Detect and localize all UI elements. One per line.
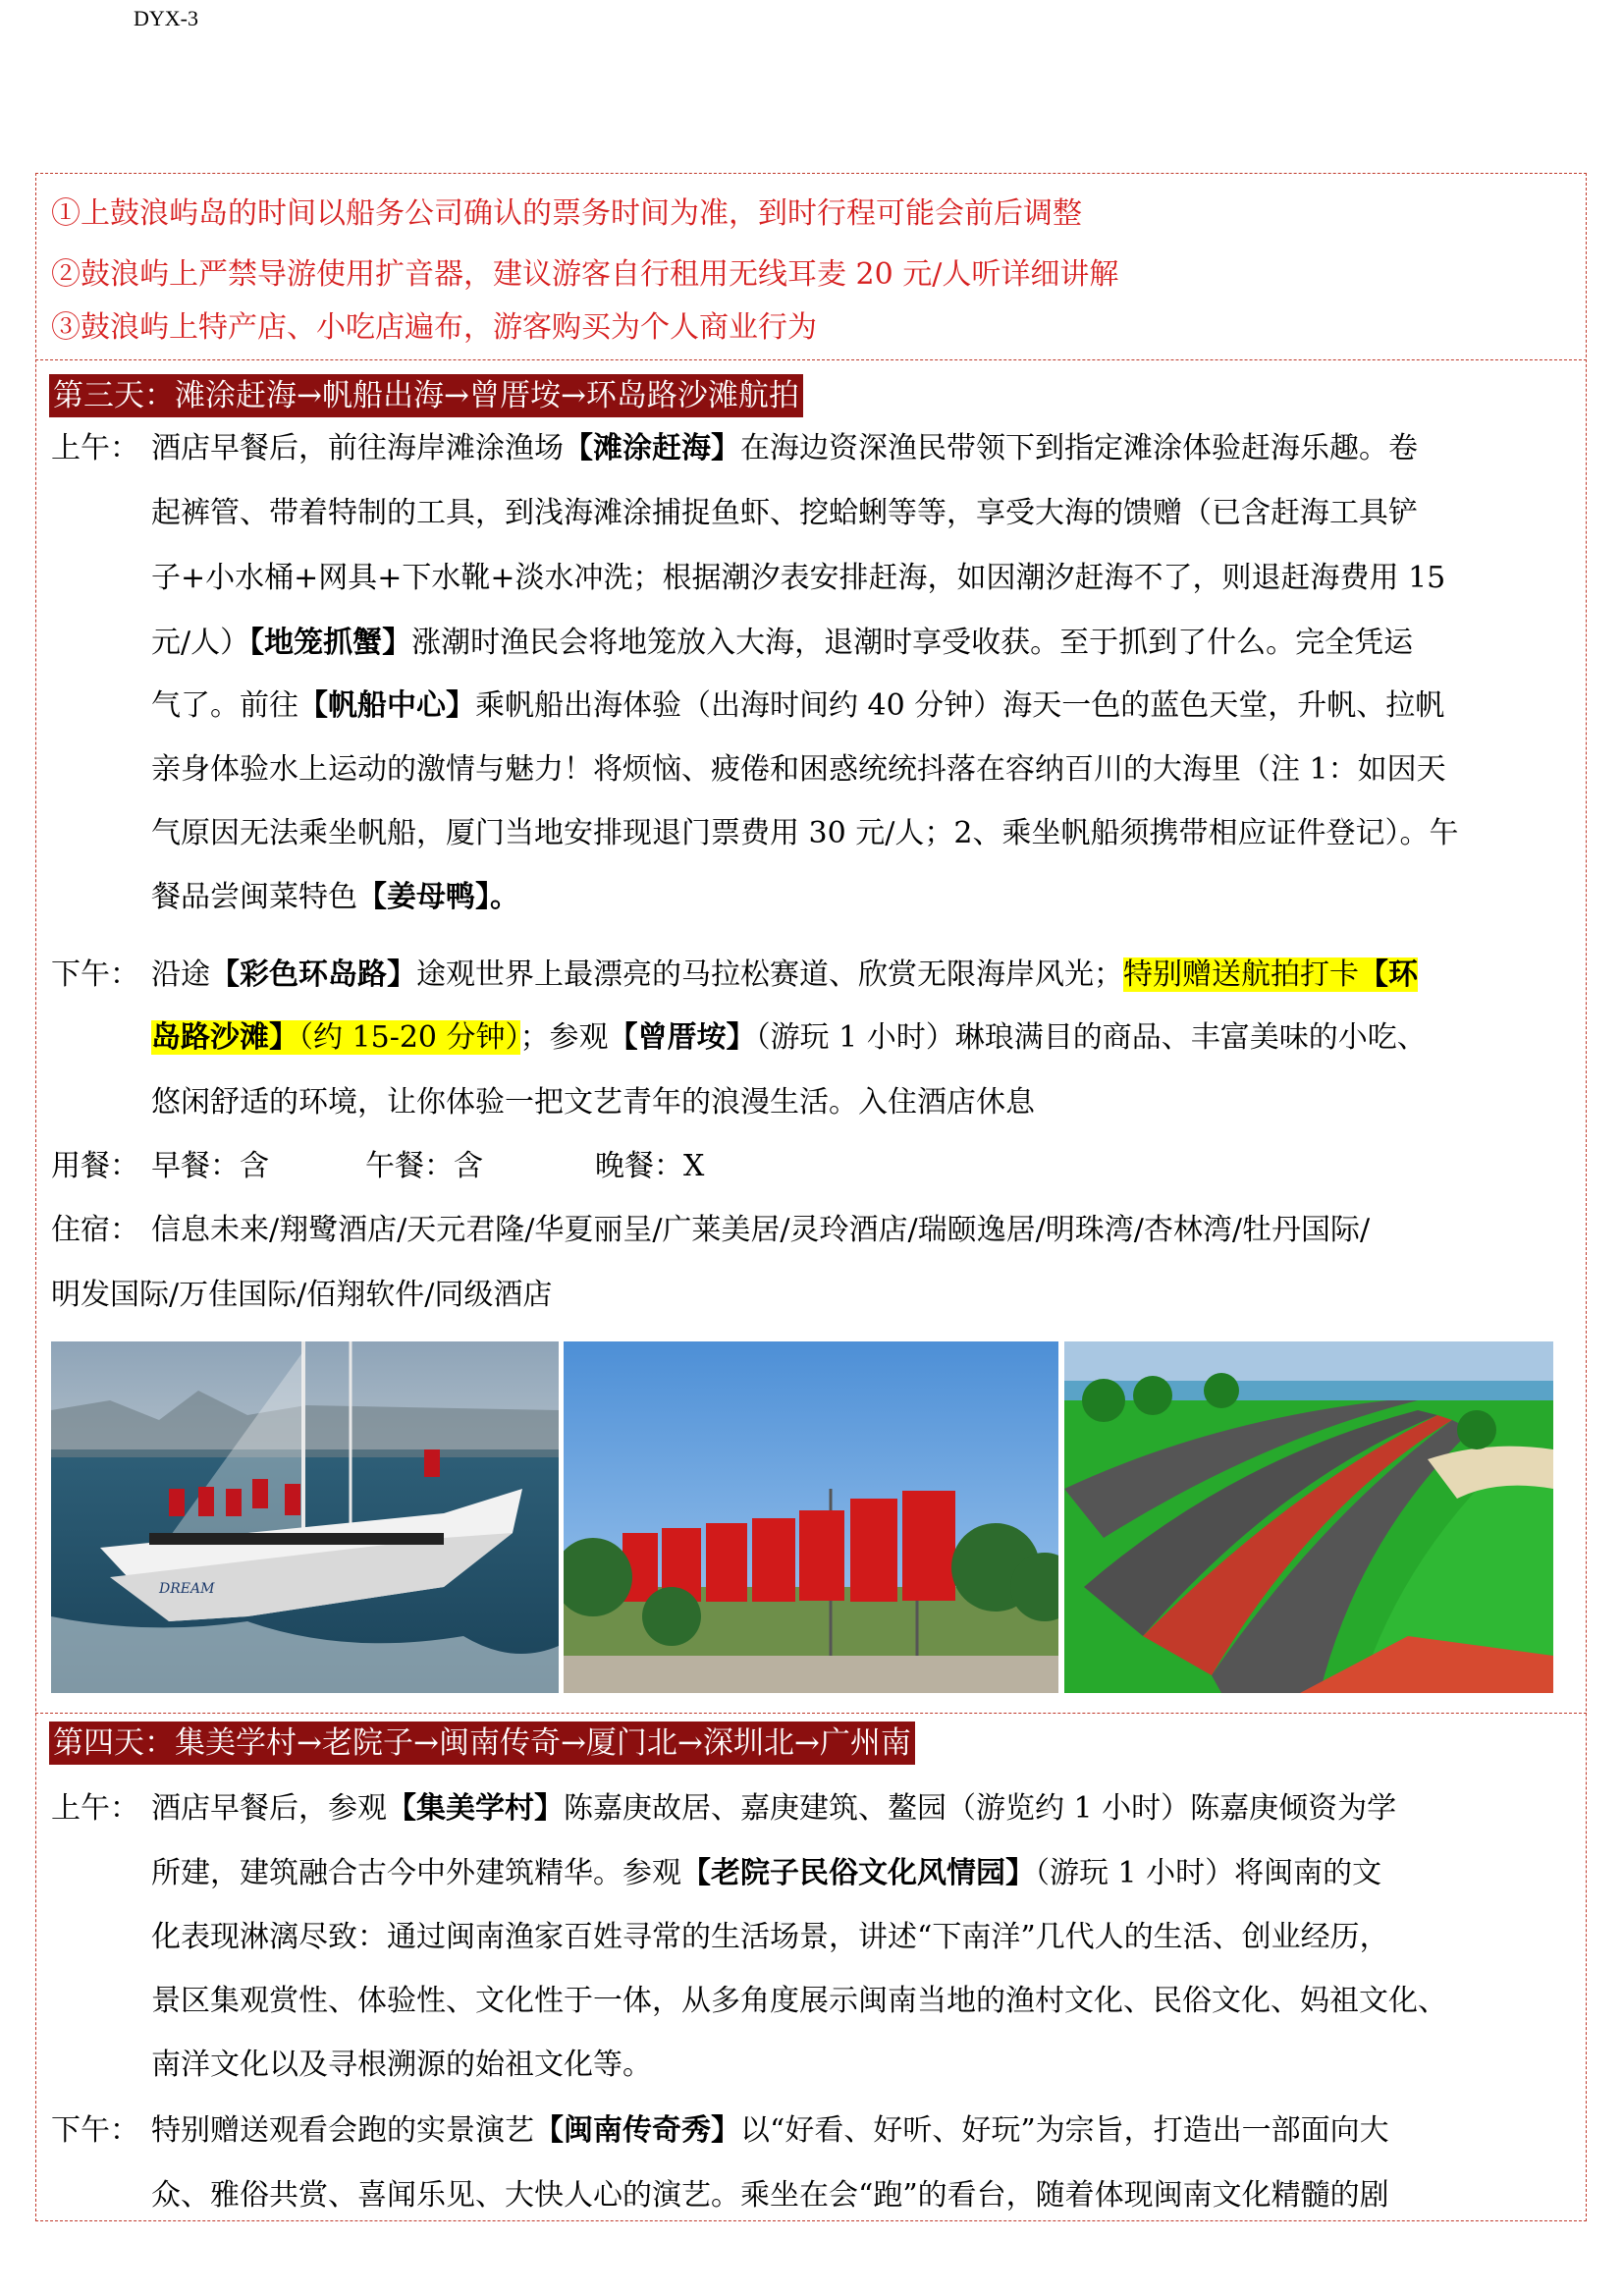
day3-pm-line-1: 沿途【彩色环岛路】途观世界上最漂亮的马拉松赛道、欣赏无限海岸风光；特别赠送航拍打卡【环 xyxy=(151,957,1418,992)
divider xyxy=(35,1713,1587,1714)
hotel-list-line-2: 明发国际/万佳国际/佰翔软件/同级酒店 xyxy=(51,1278,553,1312)
day4-pm-label: 下午： xyxy=(51,2113,139,2148)
day4-am-label: 上午： xyxy=(51,1791,139,1826)
day3-am-line-5: 气了。前往【帆船中心】乘帆船出海体验（出海时间约 40 分钟）海天一色的蓝色天堂，升帆、拉帆 xyxy=(151,688,1445,723)
hotel-list-line-1: 信息未来/翔鹭酒店/天元君隆/华夏丽呈/广莱美居/灵玲酒店/瑞颐逸居/明珠湾/杏林湾/牡丹国际/ xyxy=(151,1213,1371,1247)
day3-am-line-7: 气原因无法乘坐帆船，厦门当地安排现退门票费用 30 元/人；2、乘坐帆船须携带相应证件登记）。午 xyxy=(151,816,1459,850)
day3-pm-line-2: 岛路沙滩】（约 15-20 分钟）；参观【曾厝垵】（游玩 1 小时）琳琅满目的商品、丰富美味的小吃、 xyxy=(151,1020,1427,1055)
day4-am-line-1: 酒店早餐后，参观【集美学村】陈嘉庚故居、嘉庚建筑、鳌园（游览约 1 小时）陈嘉庚倾资为学 xyxy=(151,1791,1397,1826)
day3-am-line-6: 亲身体验水上运动的激情与魅力！将烦恼、疲倦和困惑统统抖落在容纳百川的大海里（注 1：如因天 xyxy=(151,752,1446,787)
day3-am-line-3: 子+小水桶+网具+下水靴+淡水冲洗；根据潮汐表安排赶海，如因潮汐赶海不了，则退赶海费用 15 xyxy=(151,561,1446,595)
day4-am-line-3: 化表现淋漓尽致：通过闽南渔家百姓寻常的生活场景，讲述“下南洋”几代人的生活、创业经历， xyxy=(151,1920,1389,1954)
day3-title: 第三天：滩涂赶海→帆船出海→曾厝垵→环岛路沙滩航拍 xyxy=(49,374,803,417)
notice-2: ②鼓浪屿上严禁导游使用扩音器，建议游客自行租用无线耳麦 20 元/人听详细讲解 xyxy=(51,257,1119,292)
itinerary-frame xyxy=(35,173,1587,2221)
day3-am-line-4: 元/人）【地笼抓蟹】涨潮时渔民会将地笼放入大海，退潮时享受收获。至于抓到了什么。完全凭运 xyxy=(151,626,1414,660)
day3-pm-label: 下午： xyxy=(51,957,139,992)
meal-breakfast: 早餐：含 xyxy=(151,1149,269,1183)
unify-china-sign-photo xyxy=(564,1341,1058,1693)
day3-am-label: 上午： xyxy=(51,431,139,465)
day4-pm-line-2: 众、雅俗共赏、喜闻乐见、大快人心的演艺。乘坐在会“跑”的看台，随着体现闽南文化精髓的剧 xyxy=(151,2178,1389,2213)
meal-dinner: 晚餐：X xyxy=(595,1149,705,1183)
notice-1: ①上鼓浪屿岛的时间以船务公司确认的票务时间为准，到时行程可能会前后调整 xyxy=(51,196,1082,231)
sailboat-photo xyxy=(51,1341,559,1693)
day4-pm-line-1: 特别赠送观看会跑的实景演艺【闽南传奇秀】以“好看、好听、好玩”为宗旨，打造出一部面向大 xyxy=(151,2113,1389,2148)
day4-am-line-2: 所建，建筑融合古今中外建筑精华。参观【老院子民俗文化风情园】（游玩 1 小时）将闽南的文 xyxy=(151,1856,1382,1890)
divider xyxy=(35,359,1587,360)
notice-3: ③鼓浪屿上特产店、小吃店遍布，游客购买为个人商业行为 xyxy=(51,310,817,345)
day3-pm-line-3: 悠闲舒适的环境，让你体验一把文艺青年的浪漫生活。入住酒店休息 xyxy=(151,1085,1035,1120)
day3-am-line-2: 起裤管、带着特制的工具，到浅海滩涂捕捉鱼虾、挖蛤蜊等等，享受大海的馈赠（已含赶海工具铲 xyxy=(151,496,1418,530)
day3-am-line-1: 酒店早餐后，前往海岸滩涂渔场【滩涂赶海】在海边资深渔民带领下到指定滩涂体验赶海乐趣。卷 xyxy=(151,431,1418,465)
day4-am-line-4: 景区集观赏性、体验性、文化性于一体，从多角度展示闽南当地的渔村文化、民俗文化、妈祖文化、 xyxy=(151,1984,1447,2018)
day4-title: 第四天：集美学村→老院子→闽南传奇→厦门北→深圳北→广州南 xyxy=(49,1722,915,1765)
hotel-label: 住宿： xyxy=(51,1213,139,1247)
svg-text:DREAM: DREAM xyxy=(159,1581,215,1597)
day3-am-line-8: 餐品尝闽菜特色【姜母鸭】。 xyxy=(151,880,519,914)
page-code: DYX-3 xyxy=(134,6,198,30)
day4-am-line-5: 南洋文化以及寻根溯源的始祖文化等。 xyxy=(151,2048,652,2082)
meal-lunch: 午餐：含 xyxy=(365,1149,483,1183)
coastal-road-photo xyxy=(1064,1341,1553,1693)
meals-label: 用餐： xyxy=(51,1149,139,1183)
